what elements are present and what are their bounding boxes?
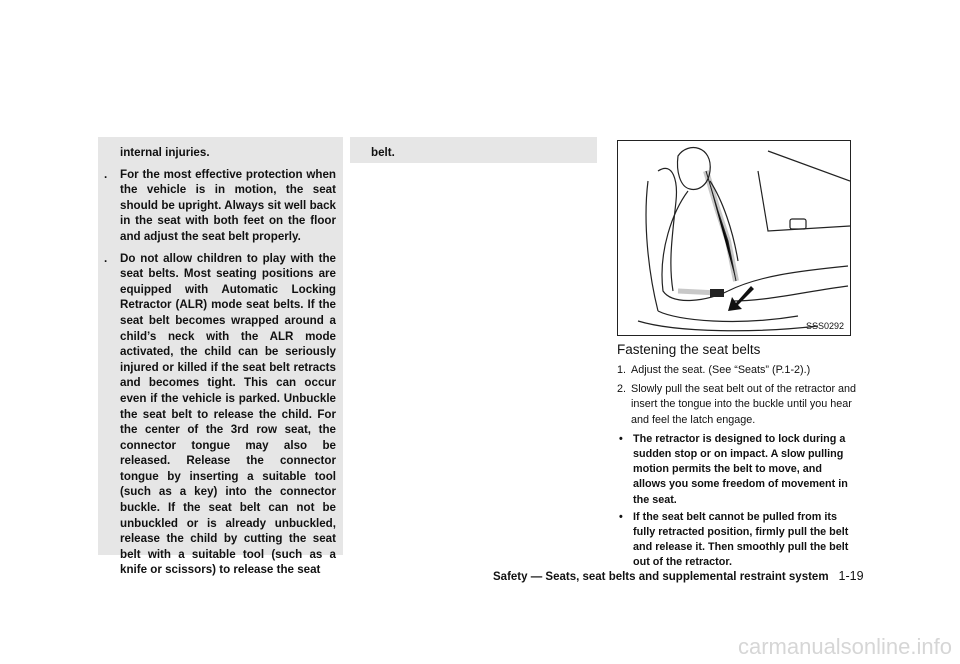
seat-belt-illustration [617, 140, 851, 336]
step-text: Adjust the seat. (See “Seats” (P.1-2).) [631, 364, 811, 376]
sub-bullet-text: The retractor is designed to lock during a sudden stop or on impact. A slow pulling motion permits the belt to move, and allows you some freedom of movement in the seat. [633, 432, 848, 506]
step-item [617, 382, 857, 428]
warning-bullet-text: Do not allow children to play with the seat belts. Most seating positions are equipped with Automatic Locking Retractor (ALR) mode seat belts. If the seat belt becomes wrapped around a child’s neck with the ALR mode activated, the child can be seriously injured or killed if the seat belt retracts and becomes tight. This can occur even if the vehicle is parked. Unbuckle the seat belt to release the child. For the center of the 3rd row seat, the connector tongue may also be released. Release the connector tongue by inserting a suitable tool (such as a key) into the connector buckle. If the seat belt can not be unbuckled or is already unbuckled, release the child by cutting the seat belt with a suitable tool (such as a knife or scissors) to release the seat [120, 251, 336, 577]
warning-continuation: belt. [371, 146, 395, 159]
page-footer [493, 569, 864, 583]
warning-bullet [104, 251, 336, 578]
bullet-mark: • [619, 432, 623, 445]
bullet-mark: . [104, 251, 108, 265]
figure-code: SSS0292 [805, 321, 844, 331]
sub-bullet [617, 510, 857, 571]
step-number: 2. [617, 383, 627, 396]
warning-continuation: internal injuries. [120, 146, 210, 159]
step-item [617, 363, 857, 378]
warning-bullet-text: For the most effective protection when the vehicle is in motion, the seat should be upright. Always sit well back in the seat with both feet on the floor and adjust the seat belt properly. [120, 167, 336, 243]
chapter-title: Safety — Seats, seat belts and supplemental restraint system [493, 571, 829, 583]
seat-belt-drawing [618, 141, 850, 335]
step-number: 1. [617, 364, 627, 376]
warning-bullet [104, 167, 336, 245]
sub-bullet-text: If the seat belt cannot be pulled from its fully retracted position, firmly pull the belt and release it. Then smoothly pull the belt out of the retractor. [633, 510, 849, 569]
bullet-mark: • [619, 510, 623, 523]
sub-bullet [617, 432, 857, 508]
warning-text-left [104, 145, 336, 578]
page-number: 1-19 [838, 569, 864, 583]
section-title: Fastening the seat belts [617, 342, 761, 357]
warning-text-right [371, 145, 591, 161]
fastening-section [617, 342, 857, 573]
step-text: Slowly pull the seat belt out of the retractor and insert the tongue into the buckle until you hear and feel the latch engage. [631, 383, 857, 426]
watermark: carmanualsonline.info [737, 634, 952, 659]
bullet-mark: . [104, 167, 108, 181]
